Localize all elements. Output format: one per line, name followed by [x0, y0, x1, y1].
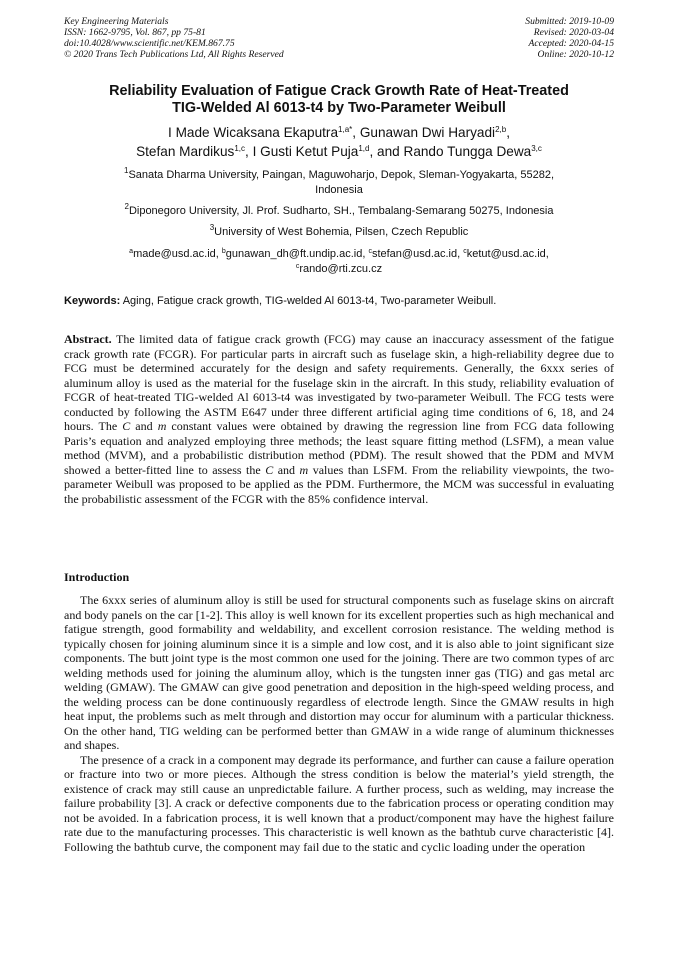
journal-issn: ISSN: 1662-9795, Vol. 867, pp 75-81	[64, 26, 206, 38]
author-separator: ,	[245, 144, 253, 159]
author-separator: , and	[369, 144, 404, 159]
date-revised: Revised: 2020-03-04	[533, 26, 614, 38]
author-affiliation-mark: 2,b	[495, 125, 507, 134]
author-name: Gunawan Dwi Haryadi	[359, 125, 496, 140]
keywords-label: Keywords:	[64, 295, 121, 307]
paragraph: The presence of a crack in a component may degrade its performance, and further can cause a failure operation or fracture into two or more pieces. Although the stress condition is below the material’s yield strength, the existence of crack may still cause an unpredictable failure. A further process, such as welding, may increase the failure probability [3]. A crack or defective components due to the fabrication process or operating condition may not be avoided. In a fabrication process, it is well known that a product/component may have the highest failure rate due to the manufacturing processes. This characteristic is well known as the bathtub curve characteristic [4]. Following the bathtub curve, the component may fail due to the static and cyclic loading under the operation	[64, 752, 614, 854]
title-line-1: Reliability Evaluation of Fatigue Crack Growth Rate of Heat-Treated	[109, 83, 569, 99]
author-name: Stefan Mardikus	[136, 144, 235, 159]
journal-doi: doi:10.4028/www.scientific.net/KEM.867.75	[64, 37, 235, 49]
publication-dates	[525, 17, 614, 61]
email-link[interactable]: rando@rti.zcu.cz	[299, 263, 383, 275]
author-separator: ,	[352, 125, 360, 140]
affiliation-text: Indonesia	[315, 184, 363, 196]
email-link[interactable]: ketut@usd.ac.id,	[466, 248, 549, 260]
paper-title	[64, 83, 614, 117]
journal-name: Key Engineering Materials	[64, 16, 169, 27]
abstract: Abstract. The limited data of fatigue crack growth (FCG) may cause an inaccuracy assessment of the fatigue crack growth rate (FCGR). For particular parts in aircraft such as fuselage skin, a high-reliability degree due to FCG must be determined accurately for the design and safety requirements. Generally, the 6xxx series of aluminum alloy is used as the material for the fuselage skin in the aircraft. In this study, reliability evaluation of FCGR of heat-treated TIG-welded Al 6013-t4 was investigated by two-parameter Weibull. The FCG tests were conducted by following the ASTM E647 under three different artificial aging time conditions of 6, 18, and 24 hours. The C and m constant values were obtained by drawing the regression line from FCG data following Paris’s equation and analyzed employing three methods; the least square fitting method (LSFM), a mean value method (MVM), and a probabilistic distribution method (PDM). The result showed that the PDM and MVM showed a better-fitted line to assess the C and m values than LSFM. From the reliability viewpoints, the two-parameter Weibull was proposed to be applied as the PDM. Furthermore, the MCM was successful in evaluating the probabilistic assessment of the FCGR with the 85% confidence interval.	[64, 332, 615, 506]
affiliation-text: Sanata Dharma University, Paingan, Maguwoharjo, Depok, Sleman-Yogyakarta, 55282,	[128, 169, 555, 181]
date-accepted: Accepted: 2020-04-15	[528, 37, 614, 49]
author-line-1	[64, 123, 614, 142]
author-emails: $^a$made@usd.ac.id, $^b$gunawan_dh@ft.undip.ac.id, $^c$stefan@usd.ac.id, $^c$ketut@usd.ac.id, $^c$rando@rti.zcu.cz	[129, 248, 549, 275]
author-affiliation-mark: 1,c	[234, 144, 245, 153]
date-submitted: Submitted: 2019-10-09	[525, 16, 614, 27]
introduction-body	[64, 593, 614, 854]
affiliation-text: University of West Bohemia, Pilsen, Czech Republic	[214, 226, 469, 238]
affiliation-2	[70, 204, 608, 219]
keywords-text: Aging, Fatigue crack growth, TIG-welded Al 6013-t4, Two-parameter Weibull.	[120, 295, 497, 307]
affiliation-number: 2	[124, 202, 129, 211]
journal-info	[64, 17, 284, 61]
email-link[interactable]: made@usd.ac.id,	[133, 248, 222, 260]
author-list	[64, 123, 614, 161]
date-online: Online: 2020-10-12	[537, 48, 614, 60]
author-affiliation-mark: 1,a*	[338, 125, 353, 134]
author-separator: ,	[506, 125, 510, 140]
journal-copyright: © 2020 Trans Tech Publications Ltd, All Rights Reserved	[64, 48, 284, 60]
affiliation-number: 3	[209, 223, 215, 232]
affiliation-3	[70, 225, 608, 240]
author-affiliation-mark: 1,d	[358, 144, 370, 153]
author-affiliation-mark: 3,c	[531, 144, 542, 153]
section-heading-introduction: Introduction	[64, 570, 130, 584]
author-line-2	[64, 142, 614, 161]
email-link[interactable]: stefan@usd.ac.id,	[371, 248, 464, 260]
email-link[interactable]: gunawan_dh@ft.undip.ac.id,	[225, 248, 369, 260]
abstract-label: Abstract.	[64, 332, 112, 346]
keywords	[64, 294, 614, 308]
affiliation-1	[70, 168, 608, 198]
author-name: I Made Wicaksana Ekaputra	[168, 125, 339, 140]
affiliation-text: Diponegoro University, Jl. Prof. Sudharto, SH., Tembalang-Semarang 50275, Indonesia	[128, 205, 554, 217]
title-line-2: TIG-Welded Al 6013-t4 by Two-Parameter Weibull	[172, 100, 506, 116]
affiliation-number: 1	[123, 166, 129, 175]
paragraph: The 6xxx series of aluminum alloy is still be used for structural components such as fuselage skins on aircraft and body panels on the car [1-2]. This alloy is well known for its excellent properties such as high mechanical and fatigue strength, good formability and weldability, and excellent corrosion resistance. The welding method is typically chosen for joining aluminum since it is a simple and low cost, and it is also able to joint significant size components. The butt joint type is the most common one used for the joining. There are two common types of arc welding methods used for joining the aluminum alloy, which is the tungsten inner gas (TIG) and gas metal arc welding (GMAW). The GMAW can give good penetration and deposition in the high-speed welding process, and the welding process can be done continuously regardless of electrode length. Since the GMAW results in high heat input, the problems such as melt through and distortion may occur for aluminum with a particular thickness. On the other hand, TIG welding can be performed better than GMAW in a wide range of aluminum thicknesses and shapes.	[64, 593, 614, 752]
author-name: Rando Tungga Dewa	[403, 144, 532, 159]
author-name: I Gusti Ketut Puja	[252, 144, 359, 159]
